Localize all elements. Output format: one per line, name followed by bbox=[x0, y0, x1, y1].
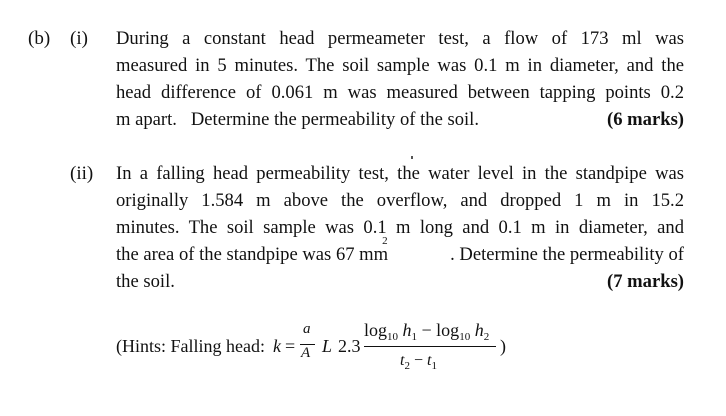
text-line: originally 1.584 m above the overflow, and dropped 1 m in 15.2 bbox=[116, 190, 684, 211]
subscript: 2 bbox=[404, 360, 410, 372]
subscript: 1 bbox=[431, 360, 437, 372]
sub-question-ii-text bbox=[116, 160, 684, 295]
superscript: 2 bbox=[382, 235, 388, 247]
fraction-line bbox=[364, 346, 496, 347]
t-symbol: t bbox=[426, 352, 432, 369]
text-line: During a constant head permeameter test, a flow of 173 ml was bbox=[116, 28, 684, 49]
stray-mark bbox=[411, 156, 413, 159]
marks-i: (6 marks) bbox=[607, 109, 684, 130]
text-line bbox=[116, 106, 684, 133]
log-numerator bbox=[364, 320, 489, 341]
k-symbol: k bbox=[273, 336, 281, 356]
time-denominator bbox=[400, 352, 437, 370]
log-text: log bbox=[436, 320, 460, 340]
sub-question-ii-label: (ii) bbox=[70, 163, 94, 184]
minus-sign: − bbox=[413, 352, 423, 369]
subscript: 2 bbox=[483, 331, 490, 343]
factor: 2.3 bbox=[338, 336, 361, 356]
L-symbol: L bbox=[322, 336, 333, 356]
line-segment: the area of the standpipe was 67 mm bbox=[116, 244, 389, 265]
text-line bbox=[116, 235, 684, 268]
h-symbol: h bbox=[402, 320, 412, 340]
line-segment: . Determine the permeability of bbox=[450, 244, 684, 265]
sub-question-i-text bbox=[116, 25, 684, 133]
subscript: 10 bbox=[387, 331, 399, 343]
hint-formula bbox=[116, 318, 536, 378]
text-line: In a falling head permeability test, the water level in the standpipe was bbox=[116, 163, 684, 184]
last-line-text: m apart. Determine the permeability of the soil. bbox=[116, 109, 479, 130]
equals-sign: = bbox=[285, 336, 296, 356]
numerator-a: a bbox=[303, 321, 311, 337]
t-symbol: t bbox=[400, 352, 405, 369]
minus-sign: − bbox=[421, 320, 432, 340]
marks-ii: (7 marks) bbox=[607, 271, 684, 292]
subscript: 1 bbox=[411, 331, 418, 343]
h-symbol: h bbox=[474, 320, 484, 340]
text-line: minutes. The soil sample was 0.1 m long and 0.1 m in diameter, and bbox=[116, 217, 684, 238]
log-text: log bbox=[364, 320, 388, 340]
text-line bbox=[116, 268, 684, 295]
closing-paren: ) bbox=[500, 336, 506, 356]
denominator-A: A bbox=[301, 345, 311, 361]
text-line: measured in 5 minutes. The soil sample was 0.1 m in diameter, and the bbox=[116, 55, 684, 76]
hint-prefix: (Hints: Falling head: bbox=[116, 336, 265, 356]
part-label: (b) bbox=[28, 28, 51, 49]
text-line: head difference of 0.061 m was measured between tapping points 0.2 bbox=[116, 82, 684, 103]
subscript: 10 bbox=[459, 331, 471, 343]
sub-question-i-label: (i) bbox=[70, 28, 88, 49]
last-line-text: the soil. bbox=[116, 271, 175, 292]
